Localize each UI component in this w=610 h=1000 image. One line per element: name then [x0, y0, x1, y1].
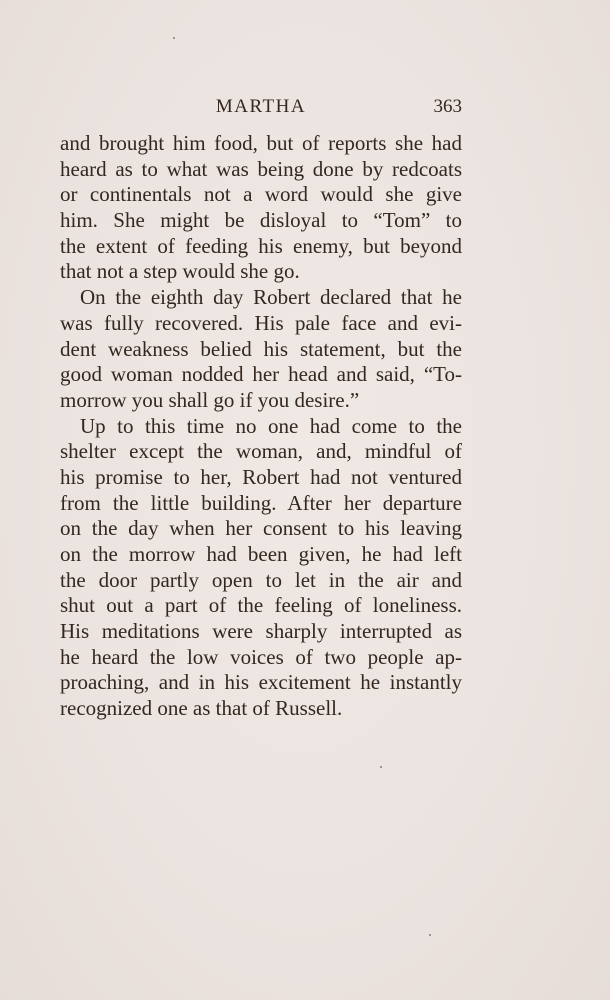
text-line: the extent of feeding his enemy, but beyond: [60, 233, 462, 258]
text-line: was fully recovered. His pale face and evi-: [60, 310, 462, 335]
text-line: recognized one as that of Russell.: [60, 696, 343, 721]
text-line: he heard the low voices of two people ap-: [60, 644, 462, 669]
text-line: and brought him food, but of reports she had: [60, 131, 462, 155]
text-line: his promise to her, Robert had not ventured: [60, 464, 462, 489]
text-line: morrow you shall go if you desire.”: [60, 387, 360, 412]
text-line: or continentals not a word would she give: [60, 182, 462, 207]
paper-speck: [380, 766, 382, 768]
text-line: good woman nodded her head and said, “To-: [60, 362, 462, 387]
text-line: proaching, and in his excitement he instantly: [60, 670, 462, 695]
text-line: that not a step would she go.: [60, 259, 300, 284]
running-title: MARTHA: [215, 96, 307, 117]
text-line: His meditations were sharply interrupted as: [60, 619, 462, 644]
text-line: on the day when her consent to his leaving: [60, 516, 462, 541]
text-line: him. She might be disloyal to “Tom” to: [60, 208, 462, 233]
paper-speck: [429, 934, 431, 936]
text-line: from the little building. After her departure: [60, 490, 462, 515]
page-number: 363: [433, 96, 462, 117]
text-line: Up to this time no one had come to the: [80, 413, 462, 438]
body-text: [60, 131, 462, 722]
text-line: the door partly open to let in the air and: [60, 567, 462, 592]
text-line: dent weakness belied his statement, but the: [60, 336, 462, 361]
text-line: shut out a part of the feeling of loneliness.: [60, 593, 462, 618]
text-line: heard as to what was being done by redcoats: [60, 156, 462, 181]
text-line: shelter except the woman, and, mindful of: [60, 439, 462, 464]
paper-speck: [173, 37, 175, 39]
running-head: [60, 96, 462, 122]
text-line: on the morrow had been given, he had left: [60, 542, 462, 566]
text-line: On the eighth day Robert declared that he: [80, 285, 462, 310]
